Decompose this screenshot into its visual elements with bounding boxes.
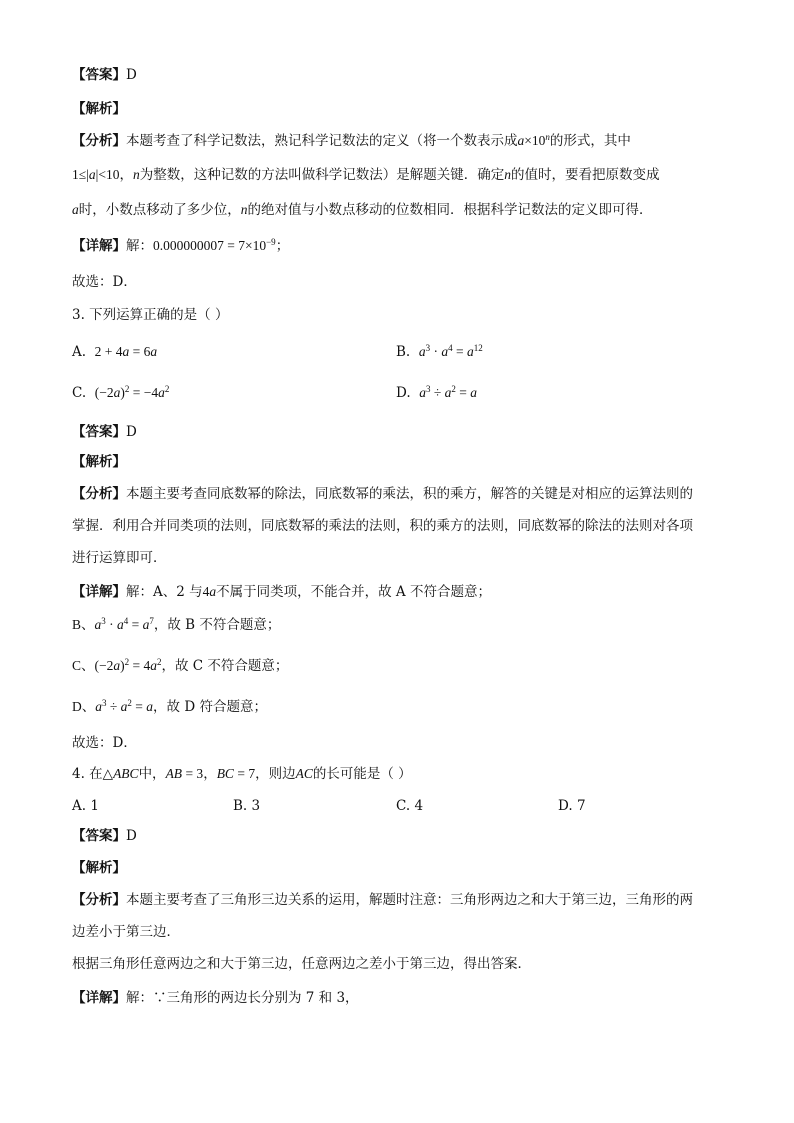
q3-fenxi-line-1: [72, 484, 693, 504]
fenxi-text: ，: [119, 167, 133, 183]
fenxi-tag: 【分析】: [72, 133, 126, 149]
fenxi-text: 本题考查了科学记数法，熟记科学记数法的定义（将一个数表示成: [126, 133, 518, 149]
q2-analysis-heading: 【解析】: [72, 101, 126, 117]
answer-tag: 【答案】: [72, 828, 126, 844]
var-a: a: [72, 202, 79, 217]
fenxi-text: 的绝对值与小数点移动的位数相同．根据科学记数法的定义即可得．: [247, 202, 653, 218]
q4-fenxi-line-3: 根据三角形任意两边之和大于第三边，任意两边之差小于第三边，得出答案．: [72, 956, 531, 972]
detail-tag: 【详解】: [72, 990, 126, 1006]
q4-question: 4. 在△ABC中，AB = 3，BC = 7，则边AC的长可能是（ ）: [72, 766, 412, 782]
q3-analysis-heading: 【解析】: [72, 454, 126, 470]
formula-4a: 4a: [202, 584, 217, 599]
q4-option-b: B. 3: [233, 798, 261, 814]
q4-analysis-heading: 【解析】: [72, 860, 126, 876]
q3-detail-d: D、$a^3 \div a^2 = a$，故 D 符合题意；: [72, 698, 267, 715]
fenxi-tag: 【分析】: [72, 892, 126, 908]
q3-detail-c: C、$(-2a)^2 = 4a^2$，故 C 不符合题意；: [72, 657, 289, 674]
fenxi-text: 时，小数点移动了多少位，: [78, 202, 241, 218]
fenxi-text: 为整数，这种记数的方法叫做科学记数法）是解题关键．确定: [139, 167, 505, 183]
q3-fenxi-line-3: 进行运算即可．: [72, 550, 167, 566]
q2-choose: 故选：D．: [72, 274, 137, 290]
q4-option-d: D. 7: [558, 798, 586, 814]
q3-detail-b: B、$a^3 \cdot a^4 = a^7$，故 B 不符合题意；: [72, 616, 281, 633]
q3-fenxi-line-2: 掌握．利用合并同类项的法则，同底数幂的乘法的法则，积的乘方的法则，同底数幂的除法的法则对各项: [72, 518, 693, 534]
var-n: n: [504, 167, 511, 182]
detail-tag: 【详解】: [72, 238, 126, 254]
fenxi-text: 的值时，要看把原数变成: [510, 167, 660, 183]
triangle-abc: △ABC: [102, 766, 139, 781]
answer-value: D: [126, 828, 137, 844]
q2-fenxi-line-2: [72, 165, 659, 185]
answer-value: D: [126, 424, 137, 440]
q2-fenxi-line-1: [72, 131, 631, 151]
answer-value: D: [126, 67, 137, 83]
q3-choose: 故选：D．: [72, 735, 137, 751]
detail-tag: 【详解】: [72, 584, 126, 600]
q2-answer-line: [72, 65, 137, 85]
q3-option-b: B. $a^3 \cdot a^4 = a^{12}$: [396, 343, 483, 360]
detail-text: 解：: [126, 238, 153, 254]
formula-a10n: $a\times 10^n$: [517, 132, 550, 148]
q3-option-d: D. $a^3 \div a^2 = a$: [396, 384, 478, 401]
detail-equation: $0.000000007 = 7\times 10^{-9}$: [153, 237, 276, 253]
q3-question: 3. 下列运算正确的是（ ）: [72, 307, 229, 323]
q2-fenxi-line-3: [72, 200, 653, 220]
q2-detail-line: [72, 236, 289, 256]
q4-option-c: C. 4: [396, 798, 424, 814]
formula-ab: AB = 3: [165, 766, 204, 781]
fenxi-text: 的形式，其中: [549, 133, 631, 149]
q4-fenxi-line-1: [72, 890, 693, 910]
formula-range: 1≤|a|<10: [72, 167, 120, 182]
var-n: n: [132, 167, 140, 182]
formula-bc: BC = 7: [216, 766, 256, 781]
var-ac: AC: [295, 766, 313, 781]
q3-option-a: A. 2 + 4a = 6a: [72, 344, 158, 360]
answer-tag: 【答案】: [72, 424, 126, 440]
fenxi-text: 本题主要考查了三角形三边关系的运用，解题时注意：三角形两边之和大于第三边，三角形的两: [126, 892, 693, 908]
q4-fenxi-line-2: 边差小于第三边．: [72, 924, 180, 940]
detail-text: 解：∵三角形的两边长分别为 7 和 3，: [126, 990, 359, 1006]
q3-option-c: C. $(-2a)^2 = -4a^2$: [72, 384, 170, 401]
q4-option-a: A. 1: [72, 798, 99, 814]
answer-tag: 【答案】: [72, 67, 126, 83]
q3-answer-line: [72, 422, 137, 442]
var-n: n: [240, 202, 248, 217]
fenxi-tag: 【分析】: [72, 486, 126, 502]
q4-answer-line: [72, 826, 137, 846]
detail-text: ；: [275, 238, 290, 254]
fenxi-text: 本题主要考查同底数幂的除法，同底数幂的乘法，积的乘方，解答的关键是对相应的运算法则的: [126, 486, 693, 502]
q4-detail-line: [72, 988, 359, 1008]
q3-detail-a: 【详解】解：A、2 与4a不属于同类项，不能合并，故 A 不符合题意；: [72, 584, 491, 600]
